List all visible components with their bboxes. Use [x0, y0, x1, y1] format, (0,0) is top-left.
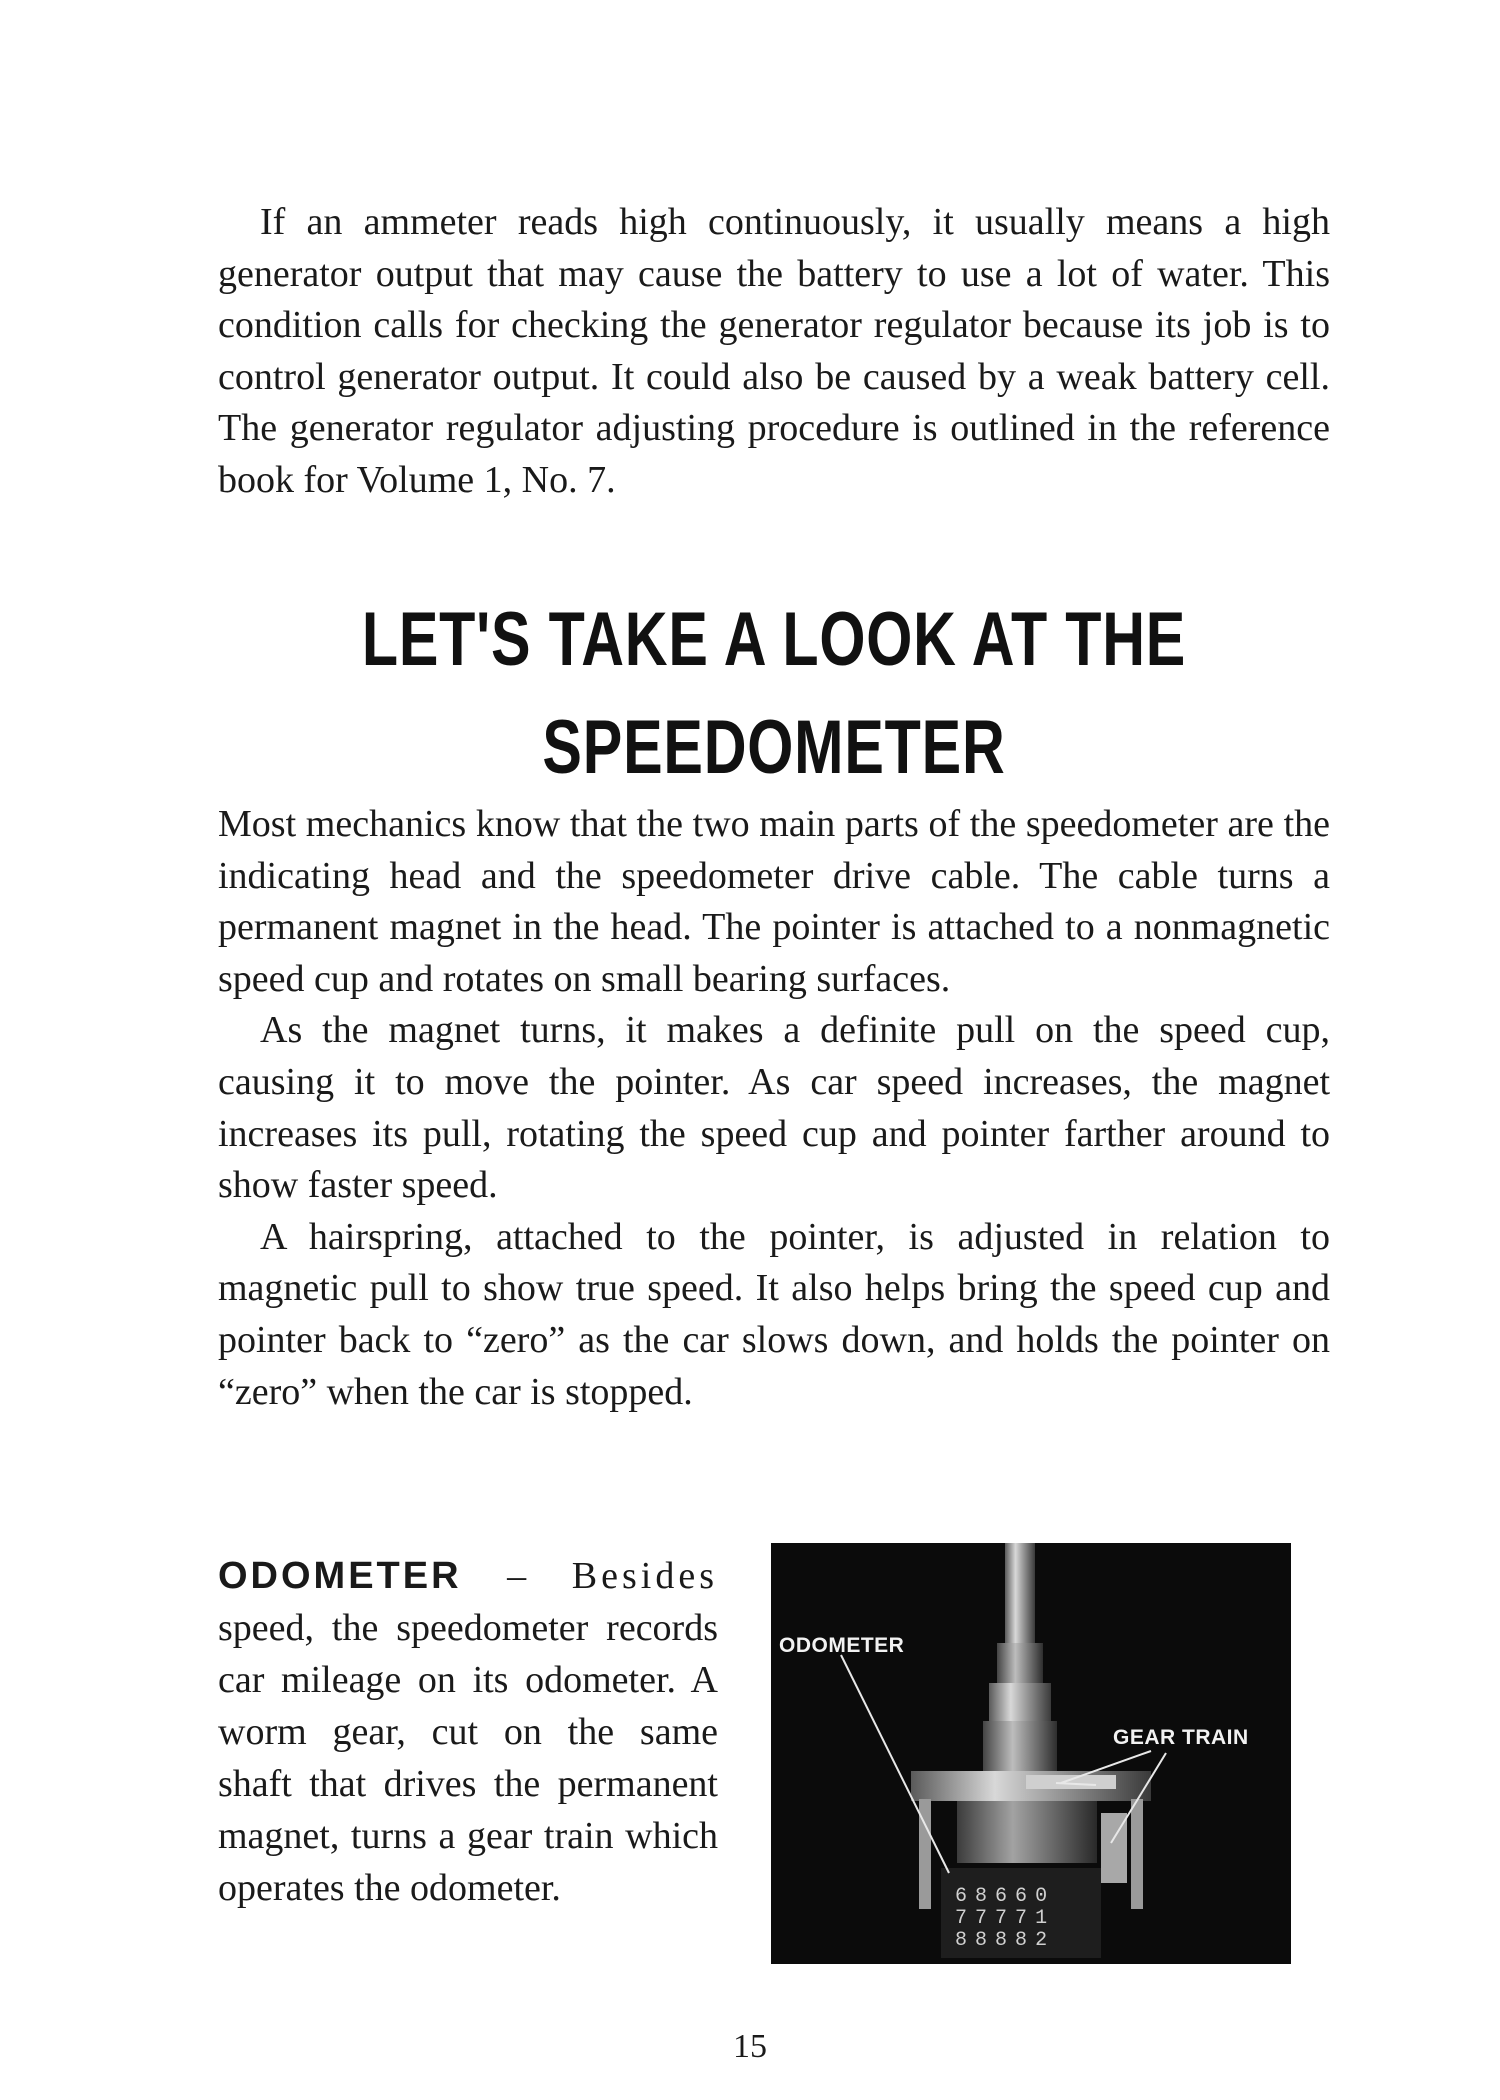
odometer-digit-display: [955, 1886, 1055, 1952]
odometer-digit: 7: [1015, 1907, 1036, 1930]
intro-paragraph: [218, 197, 1330, 507]
frame-right-post: [1131, 1799, 1143, 1909]
photo-label-gear-train: GEAR TRAIN: [1113, 1726, 1249, 1749]
odometer-body: speed, the speedometer records car mileage on its odometer. A worm gear, cut on the same shaft that drives the permanent magnet, turns a gear train which operates the odometer.: [218, 1607, 718, 1909]
odometer-digit: 2: [1035, 1929, 1056, 1952]
section-heading-line-2: SPEEDOMETER: [542, 705, 1006, 790]
odometer-row-3: [955, 1930, 1055, 1952]
odometer-digit: 8: [975, 1929, 996, 1952]
odometer-digit: 7: [955, 1907, 976, 1930]
drive-shaft: [1005, 1543, 1035, 1653]
photo-label-odometer: ODOMETER: [779, 1634, 905, 1657]
page-number: 15: [733, 2028, 767, 2065]
odometer-digit: 6: [955, 1885, 976, 1908]
speedometer-section: [218, 799, 1330, 1418]
section-heading-line-1: LET'S TAKE A LOOK AT THE: [361, 597, 1187, 682]
odometer-first-word: Besides: [571, 1555, 718, 1597]
speed-cup: [957, 1801, 1097, 1863]
odometer-pointer-line: [841, 1655, 949, 1873]
odometer-digit: 0: [1035, 1885, 1056, 1908]
speedometer-paragraph-3: A hairspring, attached to the pointer, is adjusted in relation to magnetic pull to show true speed. It also helps bring the speed cup and pointer back to “zero” as the car slows down, and holds the pointer on “zero” when the car is stopped.: [218, 1215, 1330, 1413]
odometer-heading: ODOMETER: [218, 1555, 462, 1597]
magnet-housing: [983, 1721, 1057, 1773]
shaft-collar: [997, 1643, 1043, 1683]
odometer-row-2: [955, 1908, 1055, 1930]
odometer-digit: 6: [995, 1885, 1016, 1908]
odometer-row-1: [955, 1886, 1055, 1908]
odometer-digit: 8: [1015, 1929, 1036, 1952]
worm-gear: [1026, 1775, 1116, 1789]
speedometer-paragraph-2: As the magnet turns, it makes a definite pull on the speed cup, causing it to move the pointer. As car speed increases, the magnet increases its pull, rotating the speed cup and pointer farther around to show faster speed.: [218, 1009, 1330, 1207]
odometer-digit: 7: [975, 1907, 996, 1930]
speedometer-mechanism-photo: [771, 1543, 1291, 1964]
odometer-digit: 8: [995, 1929, 1016, 1952]
odometer-dash: –: [507, 1555, 527, 1597]
magnet-housing-upper: [989, 1683, 1051, 1721]
speedometer-paragraph-1: Most mechanics know that the two main parts of the speedometer are the indicating head and the speedometer drive cable. The cable turns a permanent magnet in the head. The pointer is attached to a nonmagnetic speed cup and rotates on small bearing surfaces.: [218, 803, 1330, 1000]
odometer-digit: 8: [955, 1929, 976, 1952]
odometer-digit: 7: [995, 1907, 1016, 1930]
intro-paragraph-text: If an ammeter reads high continuously, it usually means a high generator output that may cause the battery to use a lot of water. This condition calls for checking the generator regulator because its job is to control generator output. It could also be caused by a weak battery cell. The generator regulator adjusting procedure is outlined in the reference book for Volume 1, No. 7.: [218, 201, 1330, 501]
odometer-digit: 6: [1015, 1885, 1036, 1908]
odometer-digit: 8: [975, 1885, 996, 1908]
odometer-section: [218, 1550, 718, 1914]
odometer-digit: 1: [1035, 1907, 1056, 1930]
